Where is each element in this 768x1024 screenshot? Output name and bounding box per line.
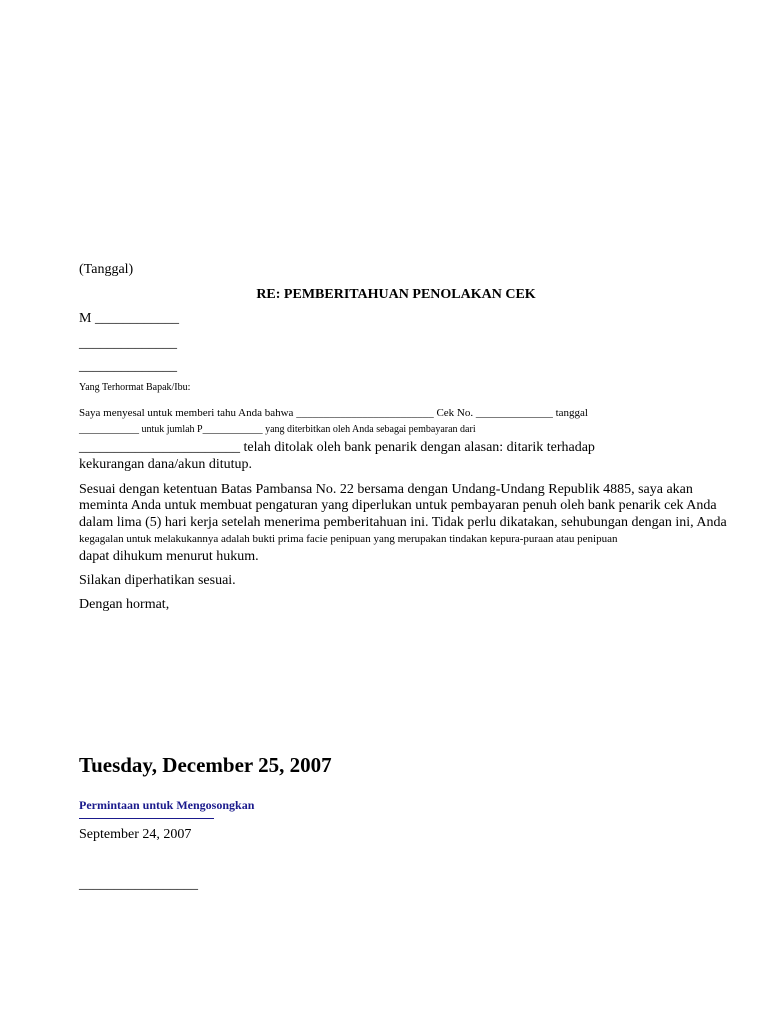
paragraph-line: kegagalan untuk melakukannya adalah bukti prima facie penipuan yang merupakan tindakan kepura-puraan atau penipuan xyxy=(79,533,618,545)
letter-subject: RE: PEMBERITAHUAN PENOLAKAN CEK xyxy=(256,287,536,302)
paragraph-line: Saya menyesal untuk memberi tahu Anda bahwa _________________________ Cek No. ______________ tanggal xyxy=(79,407,588,419)
post-blank-line: _________________ xyxy=(79,877,198,892)
recipient-address-line: ______________ xyxy=(79,359,177,374)
paragraph-line: dapat dihukum menurut hukum. xyxy=(79,549,259,564)
letter-salutation: Yang Terhormat Bapak/Ibu: xyxy=(79,382,191,393)
paragraph-line: kekurangan dana/akun ditutup. xyxy=(79,457,253,472)
letter-closing: Dengan hormat, xyxy=(79,597,170,612)
letter-date: (Tanggal) xyxy=(79,262,134,277)
post-date: September 24, 2007 xyxy=(79,827,192,842)
paragraph-line: dalam lima (5) hari kerja setelah menerima pemberitahuan ini. Tidak perlu dikatakan, sehubungan dengan ini, Anda xyxy=(79,515,727,530)
closing-note: Silakan diperhatikan sesuai. xyxy=(79,573,236,588)
paragraph-line: ____________ untuk jumlah P____________ yang diterbitkan oleh Anda sebagai pembayaran dari xyxy=(79,424,476,435)
paragraph-line: meminta Anda untuk membuat pengaturan yang diperlukan untuk pembayaran penuh oleh bank penarik cek Anda xyxy=(79,498,717,513)
recipient-name-line: M ____________ xyxy=(79,311,179,326)
paragraph-line: _______________________ telah ditolak oleh bank penarik dengan alasan: ditarik terhadap xyxy=(79,440,595,455)
post-title-underline xyxy=(79,818,214,819)
post-title-link[interactable]: Permintaan untuk Mengosongkan xyxy=(79,798,255,812)
recipient-address-line: ______________ xyxy=(79,336,177,351)
blog-date-header: Tuesday, December 25, 2007 xyxy=(79,753,332,777)
paragraph-line: Sesuai dengan ketentuan Batas Pambansa No. 22 bersama dengan Undang-Undang Republik 4885, saya akan xyxy=(79,482,693,497)
